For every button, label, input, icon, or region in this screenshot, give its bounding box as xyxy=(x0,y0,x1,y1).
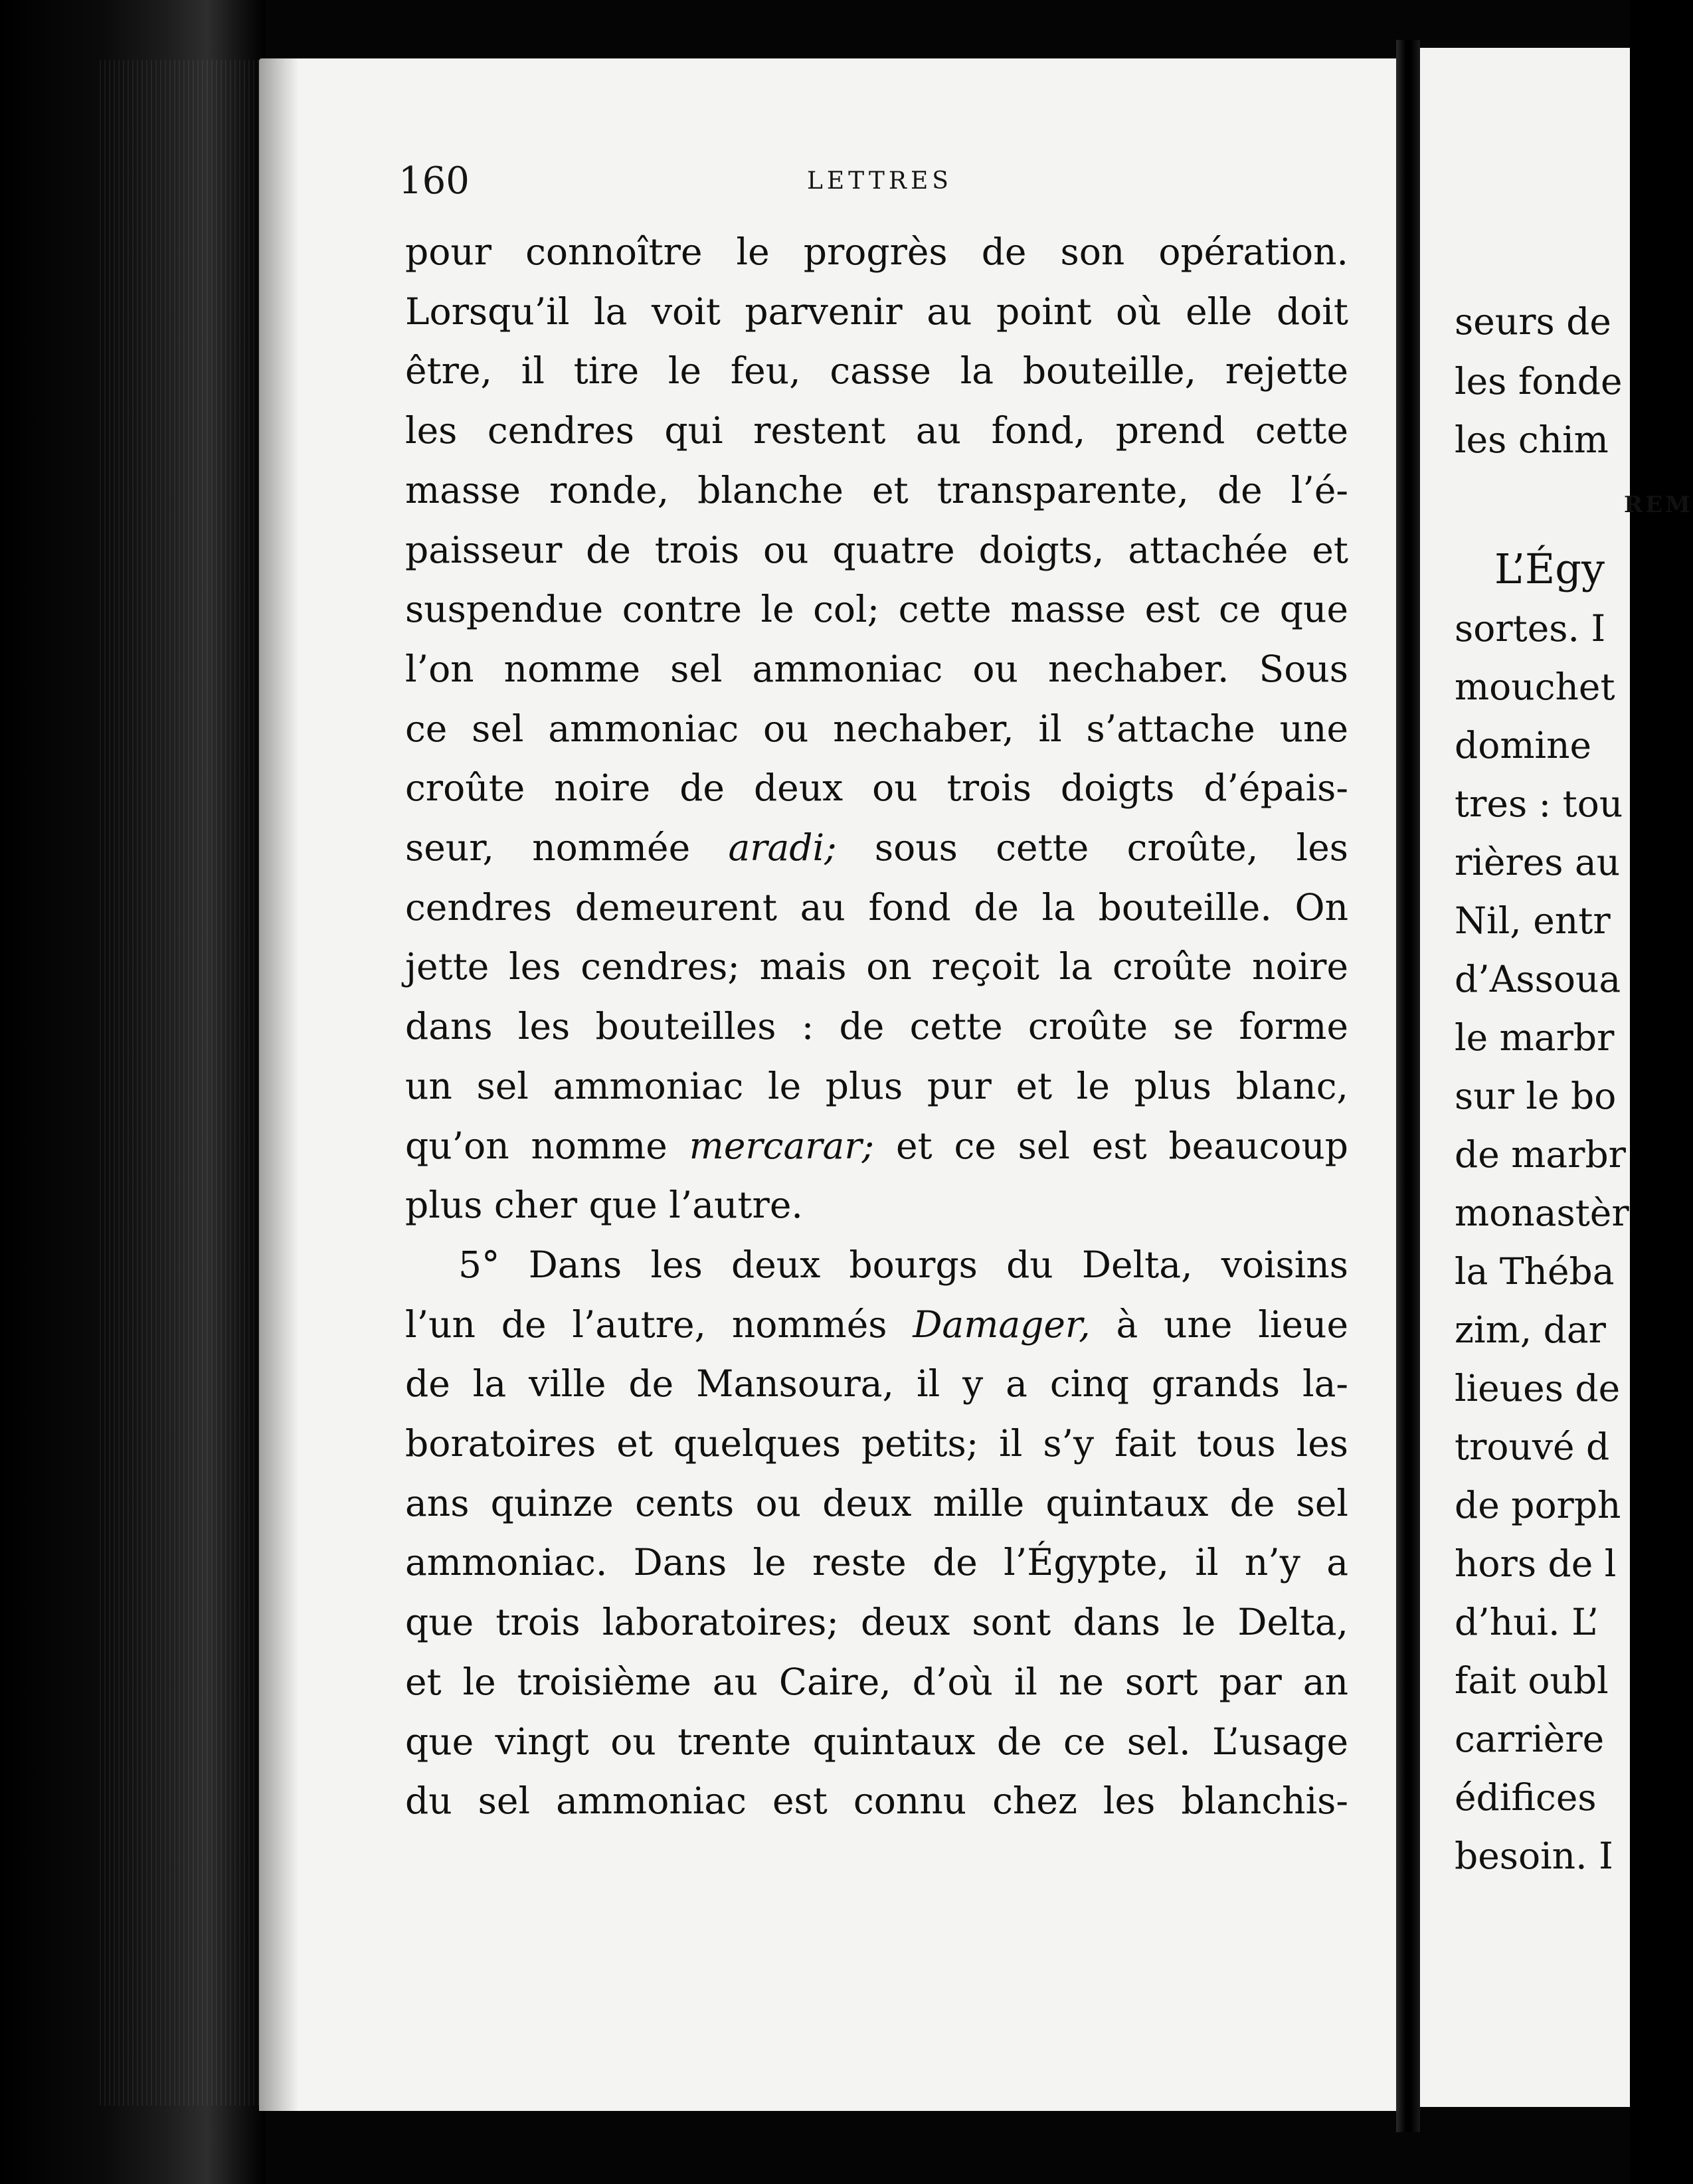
text-line: ammoniac. Dans le reste de l’Égypte, il n’y a xyxy=(405,1541,1348,1584)
right-line: mouchet xyxy=(1455,666,1615,708)
running-head xyxy=(399,159,1395,213)
right-line: rières au xyxy=(1455,841,1621,883)
text-line: masse ronde, blanche et transparente, de l’é- xyxy=(405,468,1348,511)
page-edges xyxy=(100,60,266,2106)
text-line: Lorsqu’il la voit parvenir au point où elle doit xyxy=(405,290,1348,333)
text-line: paisseur de trois ou quatre doigts, attachée et xyxy=(405,528,1348,571)
body-text xyxy=(405,223,1348,1831)
text-line: cendres demeurent au fond de la bouteille. On xyxy=(405,885,1348,929)
text-line: pour connoître le progrès de son opération. xyxy=(405,230,1348,273)
right-line: le marbr xyxy=(1455,1016,1615,1059)
right-line: carrière xyxy=(1455,1718,1605,1760)
right-line: sur le bo xyxy=(1455,1075,1617,1117)
right-line: de porph xyxy=(1455,1484,1621,1526)
text-line: un sel ammoniac le plus pur et le plus blanc, xyxy=(405,1064,1348,1107)
right-line: les fonde xyxy=(1455,360,1623,403)
right-line: besoin. I xyxy=(1455,1835,1613,1877)
right-line: d’Assoua xyxy=(1455,958,1621,1000)
text-line: ans quinze cents ou deux mille quintaux de sel xyxy=(405,1481,1348,1524)
right-line: la Théba xyxy=(1455,1250,1615,1293)
text-line: et le troisième au Caire, d’où il ne sort par an xyxy=(405,1660,1348,1703)
text-line: être, il tire le feu, casse la bouteille, rejette xyxy=(405,349,1348,393)
text-line: dans les bouteilles : de cette croûte se forme xyxy=(405,1005,1348,1048)
text-line: l’un de l’autre, nommés Damager, à une lieue xyxy=(405,1303,1348,1346)
right-line: lieues de xyxy=(1455,1367,1621,1410)
text-line: de la ville de Mansoura, il y a cinq grands la- xyxy=(405,1362,1348,1406)
text-line: 5° Dans les deux bourgs du Delta, voisins xyxy=(458,1243,1348,1286)
right-line: de marbr xyxy=(1455,1133,1626,1176)
text-line: suspendue contre le col; cette masse est ce que xyxy=(405,588,1348,631)
text-line: croûte noire de deux ou trois doigts d’épais- xyxy=(405,767,1348,810)
right-line: d’hui. L’ xyxy=(1455,1601,1599,1643)
right-page xyxy=(1420,48,1693,2107)
right-line: monastèr xyxy=(1455,1192,1629,1234)
right-line: zim, dar xyxy=(1455,1309,1606,1351)
text-line: plus cher que l’autre. xyxy=(405,1184,803,1227)
text-line: que trois laboratoires; deux sont dans le Delta, xyxy=(405,1601,1348,1644)
book-gutter xyxy=(1396,40,1420,2132)
right-line: trouvé d xyxy=(1455,1425,1610,1468)
right-line: édifices xyxy=(1455,1776,1597,1819)
text-line: qu’on nomme mercarar; et ce sel est beaucoup xyxy=(405,1124,1348,1167)
text-line: boratoires et quelques petits; il s’y fait tous les xyxy=(405,1422,1348,1465)
text-line: seur, nommée aradi; sous cette croûte, les xyxy=(405,826,1348,869)
page-number: 160 xyxy=(399,159,470,203)
text-line: ce sel ammoniac ou nechaber, il s’attache une xyxy=(405,707,1348,750)
right-line: L’Égy xyxy=(1494,545,1605,593)
text-line: les cendres qui restent au fond, prend cette xyxy=(405,409,1348,452)
text-line: jette les cendres; mais on reçoit la croûte noire xyxy=(405,945,1348,988)
right-line: Nil, entr xyxy=(1455,899,1611,942)
right-heading: REM xyxy=(1624,492,1693,518)
text-line: l’on nomme sel ammoniac ou nechaber. Sous xyxy=(405,647,1348,690)
right-line: seurs de xyxy=(1455,300,1611,343)
running-title: LETTRES xyxy=(807,167,952,195)
right-line: les chim xyxy=(1455,418,1609,461)
text-line: que vingt ou trente quintaux de ce sel. L’usage xyxy=(405,1720,1348,1763)
right-line: tres : tou xyxy=(1455,782,1623,825)
text-line: du sel ammoniac est connu chez les blanchis- xyxy=(405,1779,1348,1823)
right-line: hors de l xyxy=(1455,1542,1617,1585)
right-line: domine xyxy=(1455,724,1592,767)
right-line: fait oubl xyxy=(1455,1659,1609,1702)
right-line: sortes. I xyxy=(1455,607,1606,650)
